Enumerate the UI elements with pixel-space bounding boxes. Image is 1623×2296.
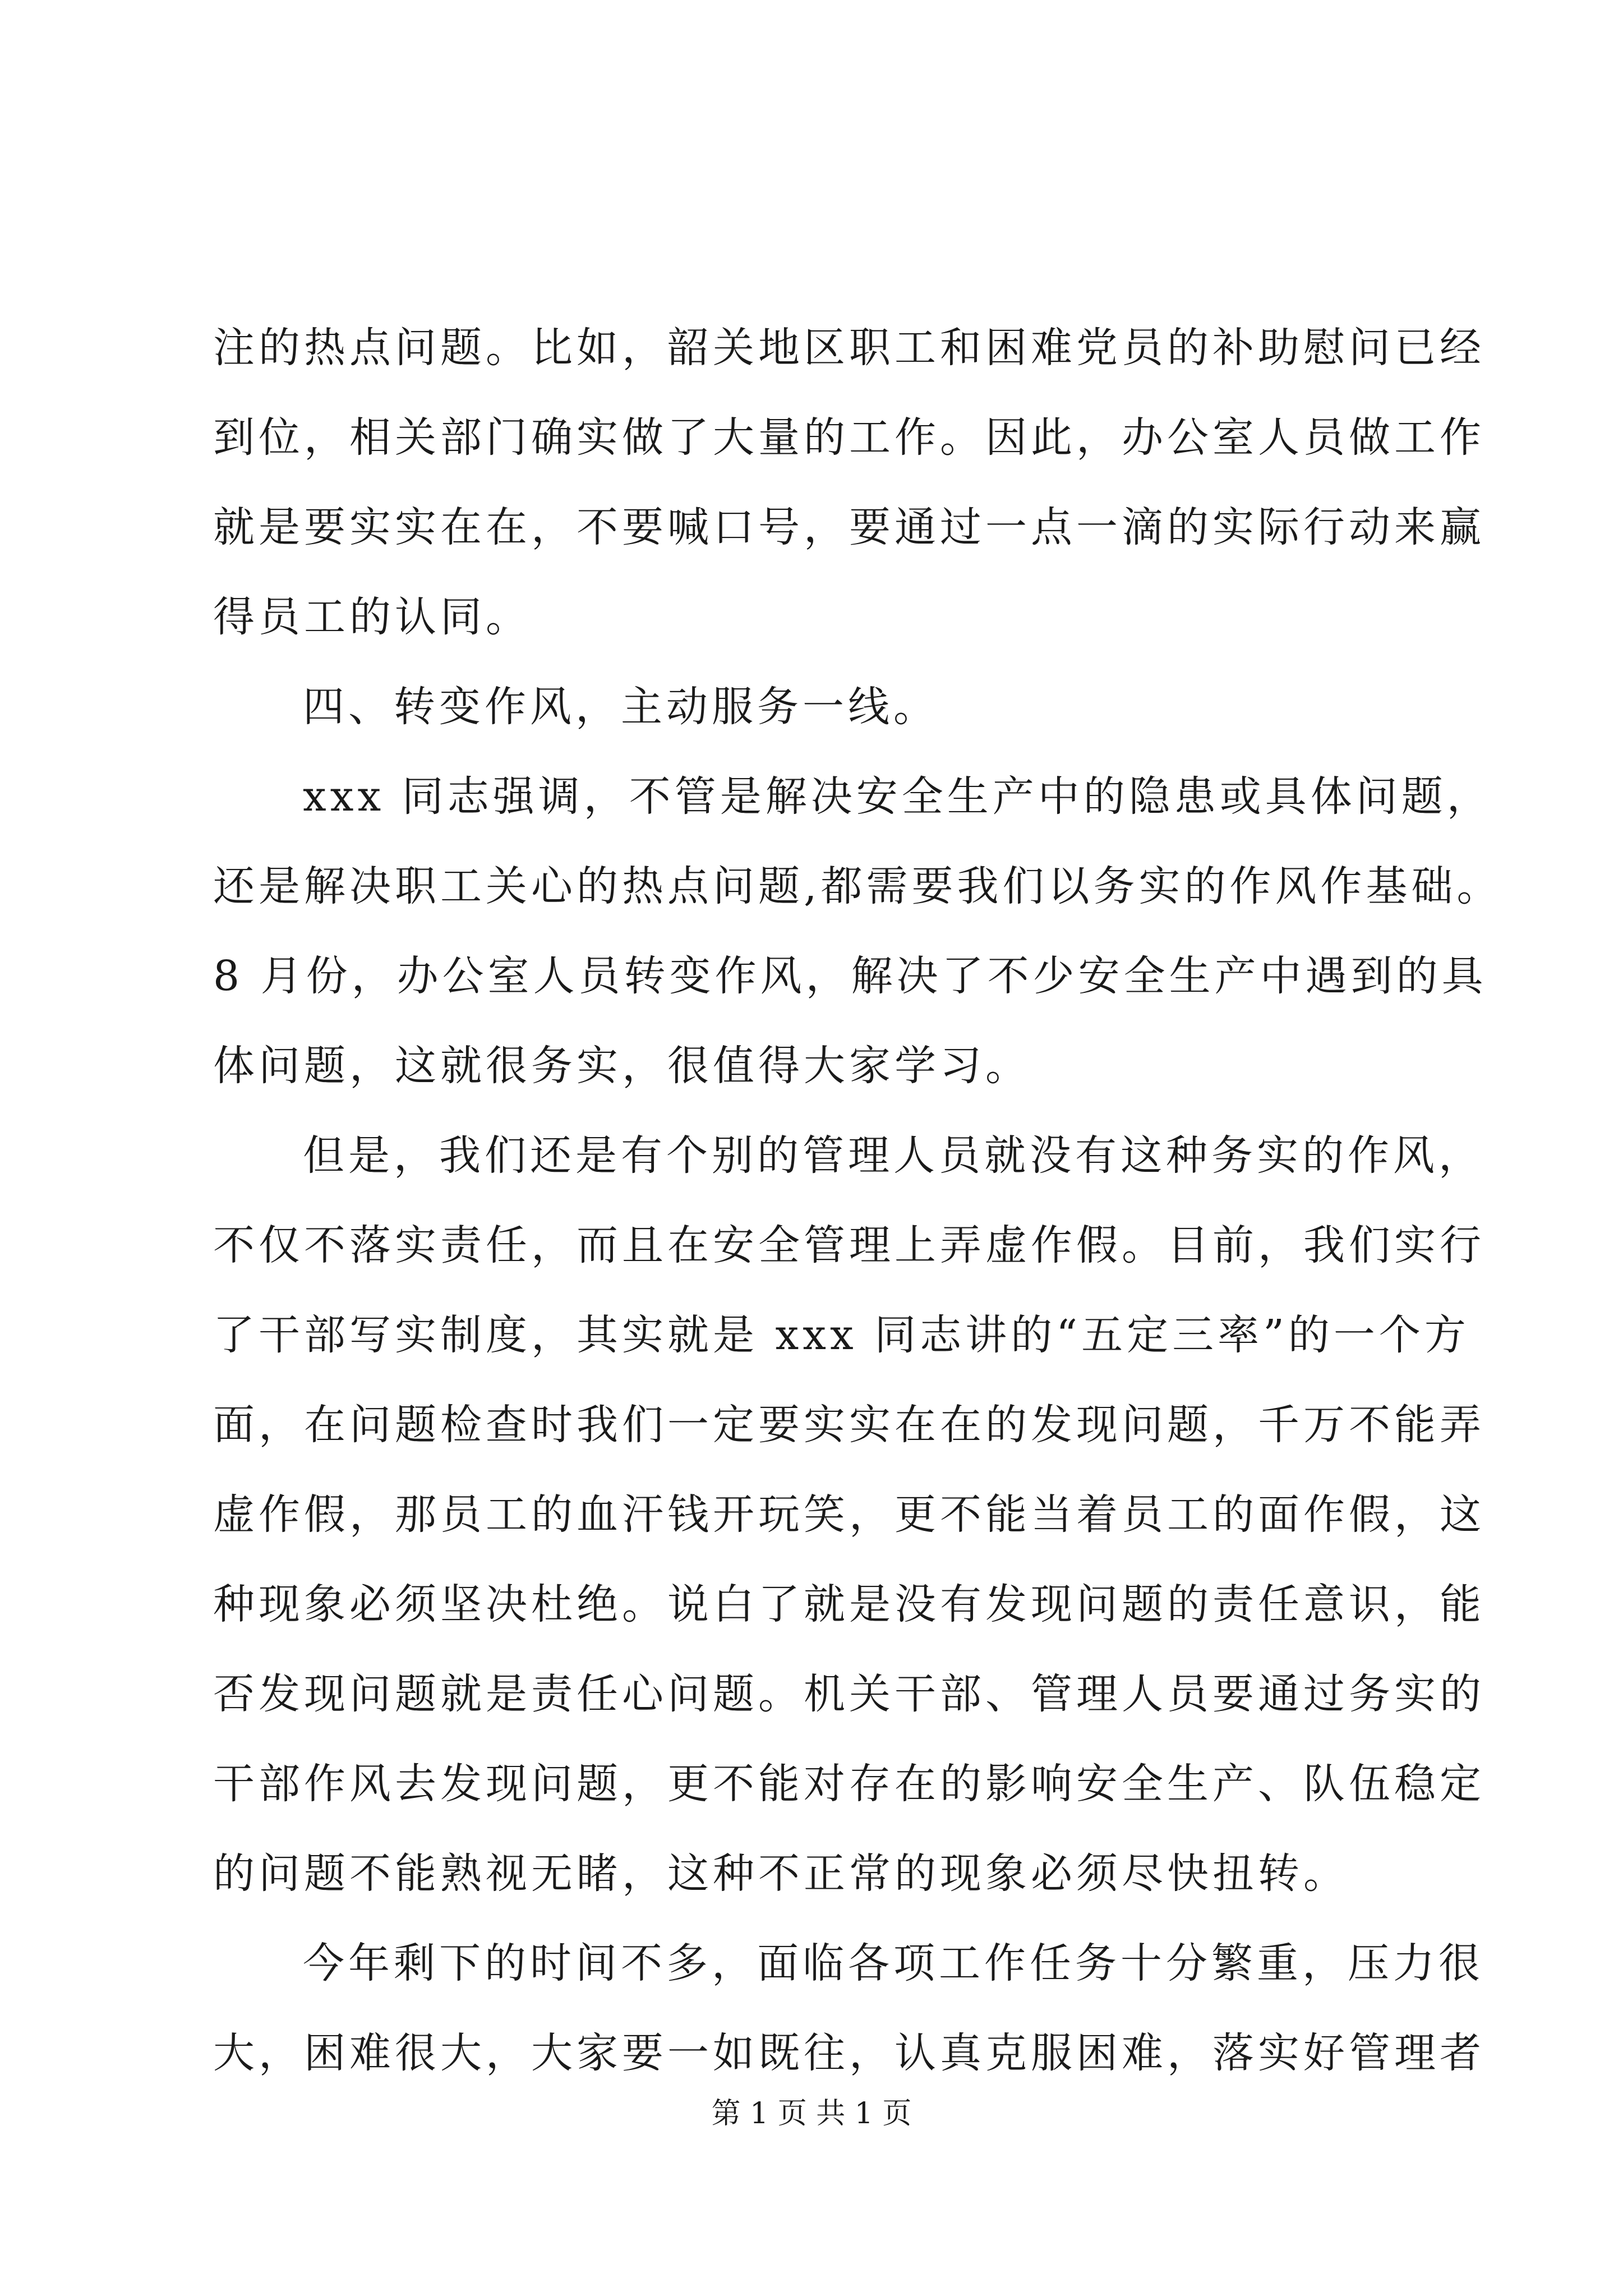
text-line: 到位，相关部门确实做了大量的工作。因此，办公室人员做工作 (213, 413, 1485, 462)
document-body (213, 303, 1502, 2098)
text-line: 的问题不能熟视无睹，这种不正常的现象必须尽快扭转。 (213, 1849, 1349, 1898)
text-line: 了干部写实制度，其实就是 xxx 同志讲的“五定三率”的一个方 (213, 1311, 1470, 1359)
text-line: 就是要实实在在，不要喊口号，要通过一点一滴的实际行动来赢 (213, 503, 1485, 551)
text-line: xxx 同志强调，不管是解决安全生产中的隐患或具体问题， (303, 772, 1492, 821)
text-line: 大，困难很大，大家要一如既往，认真克服困难，落实好管理者 (213, 2029, 1485, 2077)
page-footer (0, 2091, 1623, 2136)
text-line: 虚作假，那员工的血汗钱开玩笑，更不能当着员工的面作假，这 (213, 1490, 1485, 1539)
text-line: 面，在问题检查时我们一定要实实在在的发现问题，千万不能弄 (213, 1401, 1485, 1449)
text-line: 否发现问题就是责任心问题。机关干部、管理人员要通过务实的 (213, 1670, 1485, 1718)
page-number-label: 第 1 页 共 1 页 (711, 2097, 912, 2131)
text-line: 8 月份，办公室人员转变作风，解决了不少安全生产中遇到的具 (213, 952, 1487, 1000)
text-line: 不仅不落实责任，而且在安全管理上弄虚作假。目前，我们实行 (213, 1221, 1485, 1269)
text-line: 但是，我们还是有个别的管理人员就没有这种务实的作风， (303, 1131, 1484, 1180)
text-line: 还是解决职工关心的热点问题,都需要我们以务实的作风作基础。 (213, 862, 1502, 910)
text-line: 干部作风去发现问题，更不能对存在的影响安全生产、队伍稳定 (213, 1760, 1485, 1808)
text-line: 今年剩下的时间不多，面临各项工作任务十分繁重，压力很 (303, 1939, 1484, 1987)
text-line: 得员工的认同。 (213, 593, 531, 641)
text-line: 种现象必须坚决杜绝。说白了就是没有发现问题的责任意识，能 (213, 1580, 1485, 1628)
text-line: 注的热点问题。比如，韶关地区职工和困难党员的补助慰问已经 (213, 324, 1485, 372)
section-heading: 四、转变作风，主动服务一线。 (303, 683, 939, 731)
text-line: 体问题，这就很务实，很值得大家学习。 (213, 1042, 1031, 1090)
